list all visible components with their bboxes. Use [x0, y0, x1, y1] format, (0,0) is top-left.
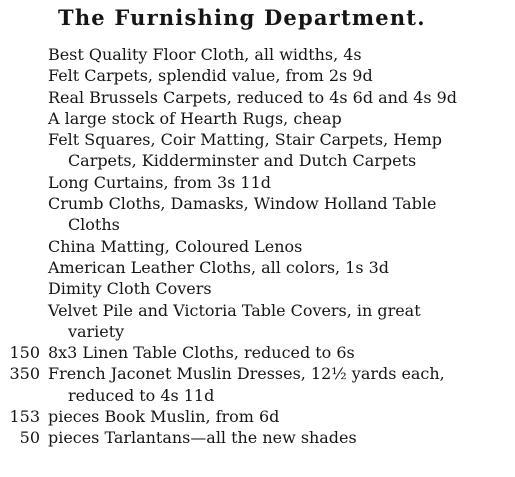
merchandise-list [0, 44, 515, 449]
item-text: pieces Tarlantans—all the new shades [48, 428, 357, 448]
item-text: French Jaconet Muslin Dresses, 12½ yards each, [48, 364, 445, 384]
item-text: China Matting, Coloured Lenos [48, 236, 303, 256]
item-text: A large stock of Hearth Rugs, cheap [48, 108, 342, 128]
list-item [0, 342, 511, 363]
list-item [0, 108, 511, 129]
list-item [0, 193, 511, 236]
item-text-continuation: Carpets, Kidderminster and Dutch Carpets [67, 151, 417, 171]
list-item [0, 236, 511, 257]
item-quantity: 50 [19, 428, 40, 448]
item-text-continuation: Cloths [67, 215, 120, 235]
item-text: Best Quality Floor Cloth, all widths, 4s [48, 45, 362, 64]
list-item [0, 300, 511, 343]
list-item [0, 257, 511, 278]
item-text: 8x3 Linen Table Cloths, reduced to 6s [48, 343, 355, 363]
item-text: Dimity Cloth Covers [48, 279, 212, 299]
list-item [0, 87, 511, 108]
item-text: Felt Squares, Coir Matting, Stair Carpets, Hemp [48, 130, 443, 150]
item-text: Real Brussels Carpets, reduced to 4s 6d and 4s 9d [48, 87, 458, 107]
item-text: American Leather Cloths, all colors, 1s 3d [48, 257, 389, 277]
item-text: Long Curtains, from 3s 11d [48, 172, 271, 192]
department-heading: The Furnishing Department. [58, 5, 426, 30]
item-text-continuation: variety [67, 321, 125, 341]
item-quantity: 150 [9, 343, 40, 363]
list-item [0, 172, 511, 193]
item-text: Velvet Pile and Victoria Table Covers, in great [48, 300, 421, 320]
item-quantity: 350 [9, 364, 40, 384]
list-item [0, 406, 511, 427]
item-text: Crumb Cloths, Damasks, Window Holland Table [48, 194, 437, 214]
item-quantity: 153 [9, 407, 40, 427]
list-item [0, 65, 511, 86]
list-item [0, 129, 511, 172]
list-item [0, 44, 511, 65]
list-item [0, 363, 511, 406]
list-item [0, 427, 511, 448]
item-text: pieces Book Muslin, from 6d [48, 407, 280, 427]
list-item [0, 278, 511, 299]
item-text-continuation: reduced to 4s 11d [67, 385, 215, 405]
item-text: Felt Carpets, splendid value, from 2s 9d [48, 66, 373, 86]
